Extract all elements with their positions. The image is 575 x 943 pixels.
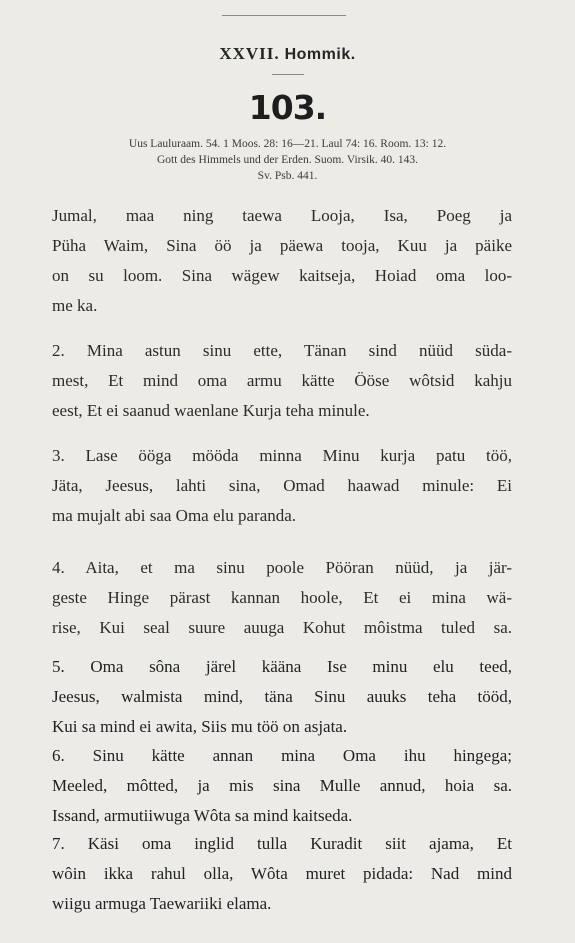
verse-line: Jeesus, walmista mind, täna Sinu auuks teha tööd, xyxy=(52,687,512,706)
title-rule xyxy=(272,74,304,75)
verse-line: me ka. xyxy=(52,296,98,315)
verse-line: 6. Sinu kätte annan mina Oma ihu hingega; xyxy=(52,746,512,765)
verse-line: wiigu armuga Taewariiki elama. xyxy=(52,894,272,913)
references xyxy=(30,136,545,184)
verse-line: on su loom. Sina wägew kaitseja, Hoiad oma loo- xyxy=(52,266,512,285)
verse-line: 2. Mina astun sinu ette, Tänan sind nüüd süda- xyxy=(52,341,512,360)
section-title xyxy=(0,44,575,64)
verse-1 xyxy=(52,201,512,321)
verse-line: Meeled, môtted, ja mis sina Mulle annud, hoia sa. xyxy=(52,776,512,795)
verse-line: Issand, armutiiwuga Wôta sa mind kaitseda. xyxy=(52,806,353,825)
verse-5 xyxy=(52,652,512,742)
verse-7 xyxy=(52,829,512,919)
verse-line: geste Hinge pärast kannan hoole, Et ei mina wä- xyxy=(52,588,512,607)
verse-line: Püha Waim, Sina öö ja päewa tooja, Kuu ja päike xyxy=(52,236,512,255)
verse-line: Jumal, maa ning taewa Looja, Isa, Poeg ja xyxy=(52,206,512,225)
verse-line: ma mujalt abi saa Oma elu paranda. xyxy=(52,506,297,525)
verse-2 xyxy=(52,336,512,426)
verse-line: 4. Aita, et ma sinu poole Pööran nüüd, ja jär- xyxy=(52,558,512,577)
verse-line: Jäta, Jeesus, lahti sina, Omad haawad minule: Ei xyxy=(52,476,512,495)
verse-line: wôin ikka rahul olla, Wôta muret pidada: Nad mind xyxy=(52,864,512,883)
verse-line: eest, Et ei saanud waenlane Kurja teha minule. xyxy=(52,401,370,420)
section-name: Hommik. xyxy=(284,46,356,63)
top-rule xyxy=(222,15,346,16)
verse-3 xyxy=(52,441,512,531)
reference-line: Gott des Himmels und der Erden. Suom. Virsik. 40. 143. xyxy=(156,154,419,166)
verse-line: mest, Et mind oma armu kätte Ööse wôtsid kahju xyxy=(52,371,512,390)
reference-line: Uus Lauluraam. 54. 1 Moos. 28: 16—21. Laul 74: 16. Room. 13: 12. xyxy=(128,138,447,150)
reference-line: Sv. Psb. 441. xyxy=(257,170,318,182)
verse-4 xyxy=(52,553,512,643)
verse-line: rise, Kui seal suure auuga Kohut môistma tuled sa. xyxy=(52,618,512,637)
verse-line: Kui sa mind ei awita, Siis mu töö on asjata. xyxy=(52,717,348,736)
verse-line: 7. Käsi oma inglid tulla Kuradit siit ajama, Et xyxy=(52,834,512,853)
hymn-number: 103. xyxy=(248,88,327,127)
verse-line: 3. Lase ööga mööda minna Minu kurja patu töö, xyxy=(52,446,512,465)
section-roman: XXVII. xyxy=(219,44,280,63)
verse-line: 5. Oma sôna järel kääna Ise minu elu teed, xyxy=(52,657,512,676)
verse-6 xyxy=(52,741,512,831)
